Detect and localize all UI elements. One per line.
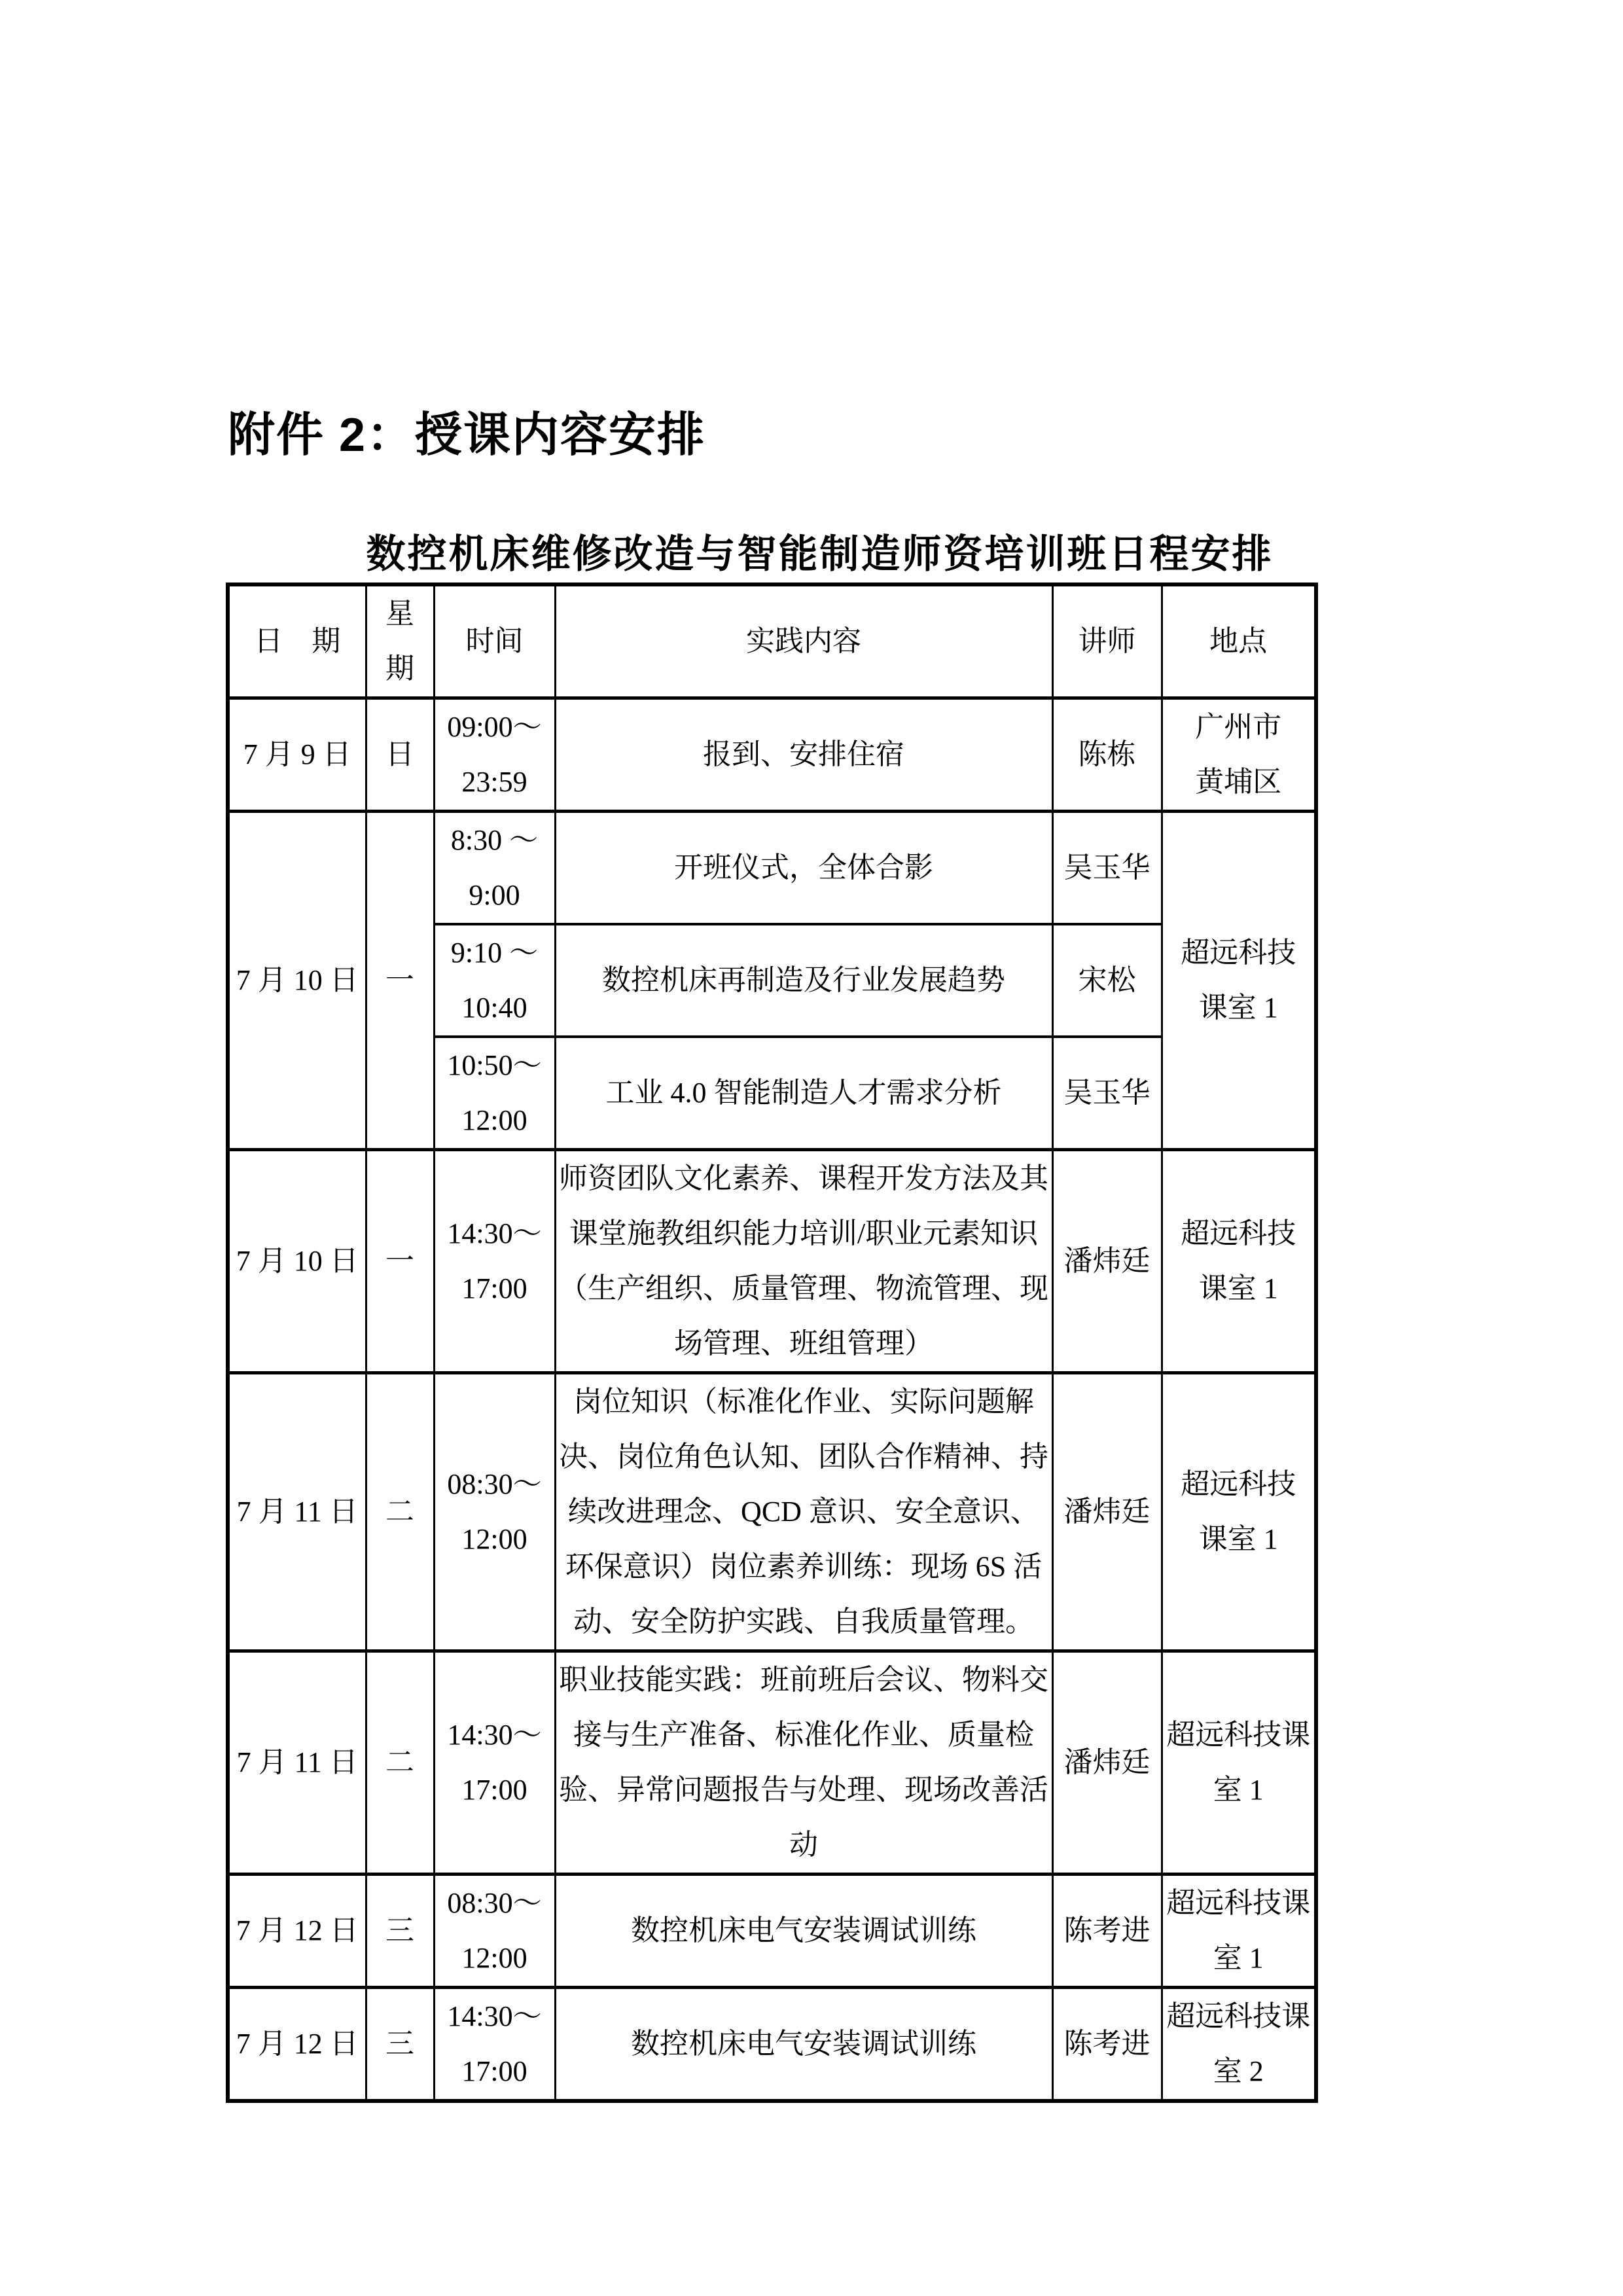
cell-lecturer: 潘炜廷	[1052, 1651, 1162, 1874]
cell-lecturer: 宋松	[1052, 924, 1162, 1037]
cell-week: 三	[366, 1874, 434, 1988]
cell-content: 报到、安排住宿	[555, 698, 1052, 812]
schedule-table-container	[226, 583, 1318, 2103]
cell-time	[434, 812, 555, 925]
cell-lecturer: 潘炜廷	[1052, 1150, 1162, 1373]
location-line: 广州市	[1195, 711, 1282, 743]
cell-time	[434, 1988, 555, 2102]
time-line: 12:00	[461, 1104, 527, 1136]
time-line: 17:00	[461, 1272, 527, 1304]
time-line: 17:00	[461, 1774, 527, 1806]
header-content: 实践内容	[555, 584, 1052, 698]
time-line: 09:00～	[447, 711, 542, 743]
location-line: 课室 1	[1198, 1523, 1278, 1555]
cell-date: 7 月 10 日	[228, 812, 366, 1150]
cell-date: 7 月 12 日	[228, 1874, 366, 1988]
cell-location	[1162, 1874, 1316, 1988]
header-time: 时间	[434, 584, 555, 698]
attachment-heading: 附件 2：授课内容安排	[228, 409, 706, 461]
location-line: 室 1	[1213, 1942, 1264, 1974]
cell-week: 二	[366, 1651, 434, 1874]
time-line: 23:59	[461, 766, 527, 798]
cell-date: 7 月 11 日	[228, 1373, 366, 1651]
time-line: 08:30～	[447, 1468, 542, 1500]
cell-location	[1162, 698, 1316, 812]
header-location: 地点	[1162, 584, 1316, 698]
cell-location	[1162, 812, 1316, 1150]
location-line: 超远科技课	[1166, 1887, 1311, 1919]
table-row	[228, 1150, 1316, 1373]
time-line: 14:30～	[447, 2000, 542, 2032]
cell-lecturer: 陈考进	[1052, 1874, 1162, 1988]
cell-lecturer: 陈栋	[1052, 698, 1162, 812]
location-line: 超远科技课	[1166, 2000, 1311, 2032]
table-row	[228, 812, 1316, 925]
time-line: 12:00	[461, 1523, 527, 1555]
header-lecturer: 讲师	[1052, 584, 1162, 698]
cell-location	[1162, 1651, 1316, 1874]
cell-time	[434, 1150, 555, 1373]
time-line: 12:00	[461, 1942, 527, 1974]
time-line: 10:50～	[447, 1049, 542, 1081]
table-row	[228, 1651, 1316, 1874]
cell-time	[434, 1651, 555, 1874]
location-line: 超远科技	[1181, 1468, 1296, 1500]
time-line: 14:30～	[447, 1217, 542, 1249]
location-line: 课室 1	[1198, 1272, 1278, 1304]
cell-content: 开班仪式，全体合影	[555, 812, 1052, 925]
cell-time	[434, 1037, 555, 1150]
cell-content: 岗位知识（标准化作业、实际问题解决、岗位角色认知、团队合作精神、持续改进理念、QCD 意识、安全意识、环保意识）岗位素养训练：现场 6S 活动、安全防护实践、自我质量管理。	[555, 1373, 1052, 1651]
header-week	[366, 584, 434, 698]
location-line: 课室 1	[1198, 992, 1278, 1024]
cell-location	[1162, 1988, 1316, 2102]
location-line: 超远科技	[1181, 1217, 1296, 1249]
cell-date: 7 月 12 日	[228, 1988, 366, 2102]
table-row	[228, 1988, 1316, 2102]
cell-content: 数控机床再制造及行业发展趋势	[555, 924, 1052, 1037]
time-line: 8:30 ～	[450, 824, 539, 856]
table-row	[228, 1373, 1316, 1651]
cell-content: 工业 4.0 智能制造人才需求分析	[555, 1037, 1052, 1150]
location-line: 黄埔区	[1195, 766, 1282, 798]
cell-date: 7 月 11 日	[228, 1651, 366, 1874]
cell-time	[434, 698, 555, 812]
header-date: 日 期	[228, 584, 366, 698]
time-line: 17:00	[461, 2055, 527, 2087]
cell-lecturer: 吴玉华	[1052, 812, 1162, 925]
cell-content: 师资团队文化素养、课程开发方法及其课堂施教组织能力培训/职业元素知识（生产组织、质量管理、物流管理、现场管理、班组管理）	[555, 1150, 1052, 1373]
location-line: 超远科技	[1181, 937, 1296, 969]
location-line: 室 1	[1213, 1774, 1264, 1806]
schedule-table-title: 数控机床维修改造与智能制造师资培训班日程安排	[366, 532, 1274, 576]
table-row	[228, 698, 1316, 812]
cell-time	[434, 924, 555, 1037]
table-row	[228, 1874, 1316, 1988]
header-week-text: 星期	[385, 598, 414, 685]
location-line: 室 2	[1213, 2055, 1264, 2087]
cell-content: 数控机床电气安装调试训练	[555, 1874, 1052, 1988]
cell-week: 日	[366, 698, 434, 812]
cell-lecturer: 吴玉华	[1052, 1037, 1162, 1150]
schedule-table	[226, 583, 1318, 2103]
cell-week: 二	[366, 1373, 434, 1651]
cell-lecturer: 潘炜廷	[1052, 1373, 1162, 1651]
cell-location	[1162, 1373, 1316, 1651]
cell-location	[1162, 1150, 1316, 1373]
cell-date: 7 月 9 日	[228, 698, 366, 812]
time-line: 9:10 ～	[450, 937, 539, 969]
cell-content: 数控机床电气安装调试训练	[555, 1988, 1052, 2102]
time-line: 10:40	[461, 992, 527, 1024]
cell-date: 7 月 10 日	[228, 1150, 366, 1373]
cell-week: 一	[366, 812, 434, 1150]
location-line: 超远科技课	[1166, 1719, 1311, 1751]
cell-lecturer: 陈考进	[1052, 1988, 1162, 2102]
time-line: 08:30～	[447, 1887, 542, 1919]
cell-content: 职业技能实践：班前班后会议、物料交接与生产准备、标准化作业、质量检验、异常问题报告与处理、现场改善活动	[555, 1651, 1052, 1874]
time-line: 9:00	[469, 879, 520, 911]
time-line: 14:30～	[447, 1719, 542, 1751]
cell-week: 三	[366, 1988, 434, 2102]
cell-time	[434, 1874, 555, 1988]
cell-week: 一	[366, 1150, 434, 1373]
table-header-row	[228, 584, 1316, 698]
cell-time	[434, 1373, 555, 1651]
